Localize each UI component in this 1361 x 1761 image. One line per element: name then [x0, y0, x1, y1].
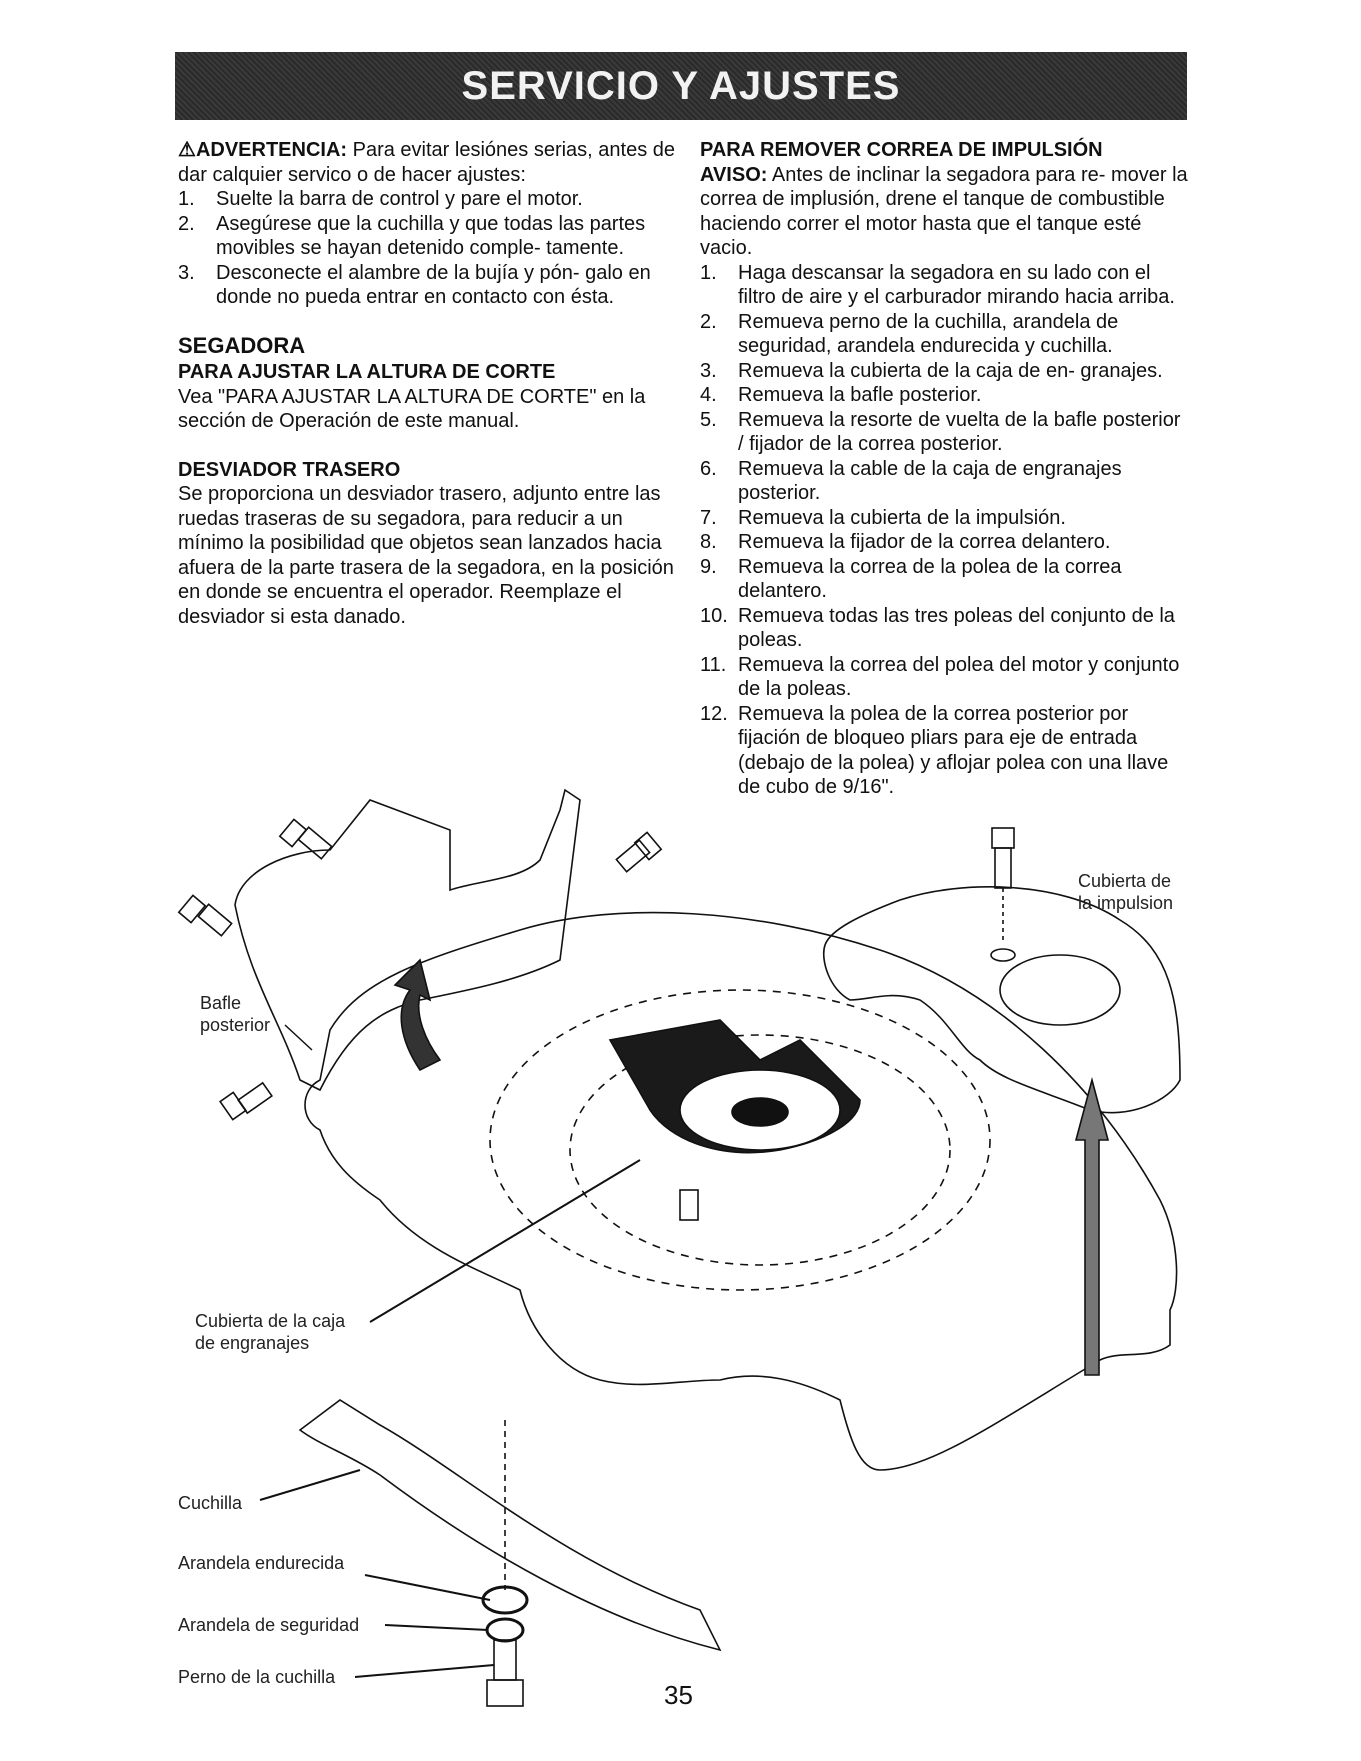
list-item: 7. Remueva la cubierta de la impulsión. [700, 506, 1066, 529]
list-item: 10. Remueva todas las tres poleas del conjunto de la poleas. [700, 604, 1175, 651]
list-item: 2. Asegúrese que la cuchilla y que todas las partes movibles se hayan detenido comple- tamente. [178, 212, 646, 259]
label-blade: Cuchilla [178, 1493, 243, 1513]
list-item: 3. Remueva la cubierta de la caja de en- granajes. [700, 359, 1163, 382]
label-drive-cover: Cubierta de la impulsion [1078, 871, 1174, 913]
notice-text: Antes de inclinar la segadora para re- mover la correa de implusión, drene el tanque de combustible haciendo correr el motor hasta que el tanque esté vacio. [700, 163, 1188, 259]
notice-label: AVISO: [700, 163, 768, 186]
deflector-text: Se proporciona un desviador trasero, adjunto entre las ruedas traseras de su segadora, para reducir a un mínimo la posibilidad que objetos sean lanzados hacia afuera de la parte trasera de la segadora, en la posición en donde se encuentra el operador. Reemplaze el desviador si esta danado. [178, 483, 674, 628]
page-number: 35 [664, 1680, 693, 1710]
label-hardened-washer: Arandela endurecida [178, 1553, 345, 1573]
list-item: 1. Haga descansar la segadora en su lado con el filtro de aire y el carburador mirando hacia arriba. [700, 261, 1175, 308]
list-item: 1. Suelte la barra de control y pare el motor. [178, 188, 583, 210]
list-item: 12. Remueva la polea de la correa posterior por fijación de bloqueo pliars para eje de entrada (debajo de la polea) y aflojar polea con una llave de cubo de 9/16". [700, 702, 1169, 798]
list-item: 5. Remueva la resorte de vuelta de la bafle posterior / fijador de la correa posterior. [700, 408, 1181, 455]
warning-text: Para evitar lesiónes serias, antes de dar calquier servico o de hacer ajustes: [178, 139, 676, 186]
section-title: SEGADORA [178, 332, 306, 358]
label-gearbox-cover: Cubierta de la caja de engranajes [195, 1311, 346, 1353]
belt-removal-heading: PARA REMOVER CORREA DE IMPULSIÓN [700, 139, 1103, 161]
cut-height-text: Vea "PARA AJUSTAR LA ALTURA DE CORTE" en la sección de Operación de este manual. [178, 385, 646, 432]
cut-height-heading: PARA AJUSTAR LA ALTURA DE CORTE [178, 361, 556, 383]
list-item: 3. Desconecte el alambre de la bujía y pón- galo en donde no pueda entrar en contacto con ésta. [178, 261, 651, 308]
deflector-heading: DESVIADOR TRASERO [178, 458, 401, 481]
list-item: 11. Remueva la correa del polea del motor y conjunto de la poleas. [700, 653, 1180, 700]
warning-label: ADVERTENCIA: [195, 139, 348, 161]
list-item: 8. Remueva la fijador de la correa delantero. [700, 531, 1111, 553]
label-lock-washer: Arandela de seguridad [178, 1615, 360, 1635]
warning-triangle-icon: ⚠ [178, 139, 196, 161]
list-item: 2. Remueva perno de la cuchilla, arandela de seguridad, arandela endurecida y cuchilla. [700, 310, 1119, 357]
page-title: SERVICIO Y AJUSTES [461, 63, 901, 108]
list-item: 9. Remueva la correa de la polea de la correa delantero. [700, 555, 1122, 602]
list-item: 4. Remueva la bafle posterior. [700, 384, 982, 406]
list-item: 6. Remueva la cable de la caja de engranajes posterior. [700, 457, 1122, 504]
label-rear-baffle: Bafle posterior [200, 993, 271, 1035]
label-blade-bolt: Perno de la cuchilla [178, 1667, 336, 1687]
